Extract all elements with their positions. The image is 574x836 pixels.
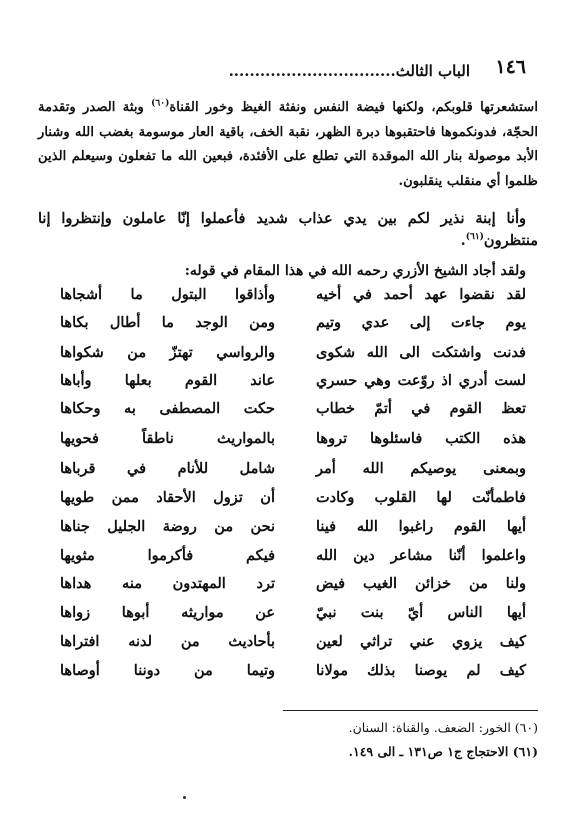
verse-second-hemistich: بالمواريث ناطقاً فحويها	[60, 430, 275, 447]
poem-verse	[60, 314, 526, 342]
page-number: ١٤٦	[495, 56, 526, 78]
verse-first-hemistich: تعظ القوم في أتمّ خطاب	[316, 400, 526, 417]
verse-second-hemistich: أن تزول الأحقاد ممن طويها	[60, 489, 275, 506]
footnote-ref-61: (٦١)	[465, 232, 484, 243]
footnote-ref-60: (٦٠)	[151, 98, 170, 109]
verse-first-hemistich: كيف لم يوصنا بذلك مولانا	[316, 662, 526, 679]
verse-second-hemistich: والرواسي تهتزّ من شكواها	[60, 344, 275, 361]
paragraph-text-cont: .	[460, 232, 466, 249]
verse-second-hemistich: وتيما من دوننا أوصاها	[60, 662, 275, 679]
verse-first-hemistich: هذه الكتب فاسئلوها تروها	[316, 430, 526, 447]
verse-second-hemistich: حكت المصطفى به وحكاها	[60, 400, 275, 417]
verse-first-hemistich: أيها القوم راغبوا الله فينا	[316, 518, 526, 535]
poem-verse	[60, 489, 526, 517]
verse-second-hemistich: عاند القوم بعلها وأباها	[60, 372, 275, 389]
footnote-divider	[283, 710, 538, 711]
verse-second-hemistich: وأذاقوا البتول ما أشجاها	[60, 286, 275, 303]
verse-first-hemistich: أيها الناس أيّ بنت نبيّ	[316, 604, 526, 621]
verse-second-hemistich: بأحاديث من لدنه افتراها	[60, 633, 275, 650]
poem-verse	[60, 633, 526, 661]
poem-verse	[60, 547, 526, 575]
verse-second-hemistich: نحن من روضة الجليل جناها	[60, 518, 275, 535]
footnote-60: (٦٠) الخور: الضعف. والقناة: السنان.	[348, 720, 538, 735]
poem-verse	[60, 662, 526, 690]
verse-second-hemistich: فيكم فأكرموا مثويها	[60, 547, 275, 564]
verse-second-hemistich: عن مواريثه أبوها زواها	[60, 604, 275, 621]
verse-first-hemistich: واعلموا أنّنا مشاعر دين الله	[316, 547, 526, 564]
page-header	[36, 56, 526, 80]
verse-first-hemistich: فاطمأنّت لها القلوب وكادت	[316, 489, 526, 506]
paragraph-text: استشعرتها قلوبكم، ولكنها فيضة النفس ونفثة الغيظ وخور القناة	[169, 100, 538, 115]
verse-second-hemistich: ترد المهتدون منه هداها	[60, 575, 275, 592]
poem-verse	[60, 400, 526, 428]
verse-first-hemistich: لقد نقضوا عهد أحمد في أخيه	[316, 286, 526, 303]
paragraph-warning	[38, 208, 538, 252]
verse-first-hemistich: لست أدري اذ روّعت وهي حسري	[316, 372, 526, 389]
running-title	[229, 62, 470, 80]
verse-second-hemistich: شامل للأنام في قرباها	[60, 460, 275, 477]
poem-verse	[60, 286, 526, 314]
footnote-61: (٦١) الاحتجاج ج١ ص١٣١ ـ الى ١٤٩.	[348, 744, 538, 759]
poem-verse	[60, 430, 526, 458]
verse-first-hemistich: يوم جاءت إلى عدي وتيم	[316, 314, 526, 331]
poem-introduction	[38, 260, 538, 282]
poem-verse	[60, 604, 526, 632]
paragraph-text-cont: وبثة الصدر وتقدمة الحجّة، فدونكموها فاحتقبوها دبرة الظهر، نقبة الخف، باقية العار موسومة بغضب الله وشنار الأبد موصولة بنار الله الموقدة التي تطلع على الأفئدة، فبعين الله ما تفعلون وسيعلم الذين ظلموا أي منقلب ينقلبون.	[38, 100, 538, 189]
print-speck	[183, 796, 186, 799]
verse-first-hemistich: وبمعنى يوصيكم الله أمر	[316, 460, 526, 477]
chapter-title: الباب الثالث	[395, 62, 470, 80]
paragraph-text: وأنا إبنة نذير لكم بين يدي عذاب شديد فأعملوا إنّا عاملون وإنتظروا إنا منتظرون	[38, 210, 538, 249]
verse-first-hemistich: ولنا من خزائن الغيب فيض	[316, 575, 526, 592]
poem-verse	[60, 518, 526, 546]
verse-first-hemistich: كيف يزوي عني تراثي لعين	[316, 633, 526, 650]
verse-first-hemistich: فدنت واشتكت الى الله شكوى	[316, 344, 526, 361]
poem-verse	[60, 344, 526, 372]
poem-verse	[60, 372, 526, 400]
poem-verse	[60, 460, 526, 488]
intro-text: ولقد أجاد الشيخ الأزري رحمه الله في هذا المقام في قوله:	[184, 263, 526, 279]
verse-second-hemistich: ومن الوجد ما أطال بكاها	[60, 314, 275, 331]
paragraph-sermon-end	[38, 96, 538, 194]
poem-verse	[60, 575, 526, 603]
leader-dots: ................................	[228, 62, 396, 80]
